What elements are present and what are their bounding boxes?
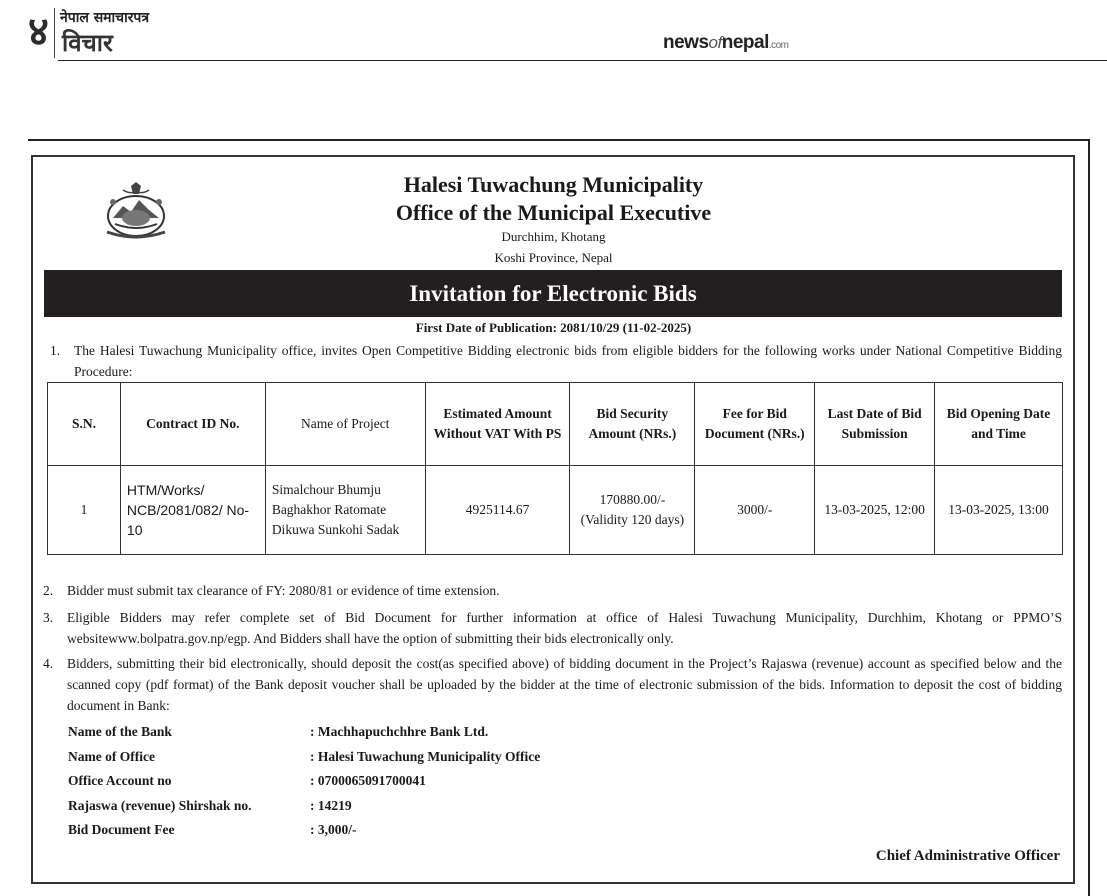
address-line-1: Durchhim, Khotang xyxy=(501,229,606,244)
bank-detail-value: : 0700065091700041 xyxy=(310,773,426,788)
bank-detail-label: Bid Document Fee xyxy=(68,822,175,837)
paper-name: नेपाल समाचारपत्र xyxy=(60,10,150,26)
site-logo xyxy=(663,32,789,54)
bank-detail-label: Rajaswa (revenue) Shirshak no. xyxy=(68,797,252,813)
paragraph-number: 4. xyxy=(43,656,54,671)
header-opening-date: Bid Opening Date and Time xyxy=(935,383,1063,466)
newspaper-masthead xyxy=(0,0,1107,70)
masthead-divider xyxy=(54,8,55,58)
address-line-2: Koshi Province, Nepal xyxy=(494,250,613,265)
header-project: Name of Project xyxy=(265,383,425,466)
paragraph-4 xyxy=(43,653,1062,716)
masthead-rule xyxy=(58,60,1107,61)
site-logo-com: .com xyxy=(768,40,789,51)
paragraph-number: 3. xyxy=(43,610,54,625)
paragraph-text: Bidder must submit tax clearance of FY: 2080/81 or evidence of time extension. xyxy=(67,583,500,598)
header-document-fee: Fee for Bid Document (NRs.) xyxy=(695,383,815,466)
table-row xyxy=(48,466,1063,555)
paragraph-text: Bidders, submitting their bid electronically, should deposit the cost(as specified above) of bidding document in the Project’s Rajaswa (revenue) account as specified below and the scanned copy (pdf format) of the Bank deposit voucher shall be uploaded by the bidder at the time of electronic submission of the bids. Information to deposit the cost of bidding document in Bank: xyxy=(67,656,1062,713)
paragraph-text: The Halesi Tuwachung Municipality office, invites Open Competitive Bidding electronic bids from eligible bidders for the following works under National Competitive Bidding Procedure: xyxy=(74,343,1062,379)
publication-date: First Date of Publication: 2081/10/29 (11-02-2025) xyxy=(415,320,692,335)
bank-detail-value: : Machhapuchchhre Bank Ltd. xyxy=(310,724,489,739)
site-logo-of: of xyxy=(708,33,722,52)
paragraph-number: 1. xyxy=(50,343,61,358)
bids-table xyxy=(47,382,1063,555)
cell-contract-id: HTM/Works/ NCB/2081/082/ No-10 xyxy=(120,466,265,555)
header-contract-id: Contract ID No. xyxy=(120,383,265,466)
paragraph-2 xyxy=(43,580,1062,601)
paragraph-text: Eligible Bidders may refer complete set of Bid Document for further information at office of Halesi Tuwachung Municipality, Durchhim, Khotang or PPMO’S websitewww.bolpatra.gov.np/egp. And Bidders shall have the option of submitting their bids electronically only. xyxy=(67,610,1062,646)
cell-last-date: 13-03-2025, 12:00 xyxy=(815,466,935,555)
paragraph-1 xyxy=(50,340,1062,382)
cell-document-fee: 3000/- xyxy=(695,466,815,555)
notice-title-banner: Invitation for Electronic Bids xyxy=(44,270,1062,317)
site-logo-news: news xyxy=(663,32,709,53)
bank-detail-label: Name of Office xyxy=(68,748,155,764)
signatory-title: Chief Administrative Officer xyxy=(875,848,1060,864)
bank-detail-label: Office Account no xyxy=(68,773,172,788)
cell-sn: 1 xyxy=(48,466,121,555)
paragraph-3 xyxy=(43,607,1062,649)
section-name: विचार xyxy=(62,29,113,57)
bank-detail-value: : 14219 xyxy=(310,797,352,813)
cell-bid-security: 170880.00/- (Validity 120 days) xyxy=(570,466,695,555)
table-header-row xyxy=(48,383,1063,466)
header-bid-security: Bid Security Amount (NRs.) xyxy=(570,383,695,466)
office-name: Office of the Municipal Executive xyxy=(395,200,712,225)
paragraph-number: 2. xyxy=(43,583,54,598)
header-estimated-amount: Estimated Amount Without VAT With PS xyxy=(425,383,570,466)
cell-estimated-amount: 4925114.67 xyxy=(425,466,570,555)
bank-detail-label: Name of the Bank xyxy=(68,724,172,739)
bank-detail-value: : 3,000/- xyxy=(310,822,357,837)
page-number: ४ xyxy=(28,10,49,54)
cell-opening-date: 13-03-2025, 13:00 xyxy=(935,466,1063,555)
cell-project: Simalchour Bhumju Baghakhor Ratomate Dikuwa Sunkohi Sadak xyxy=(265,466,425,555)
ad-top-rule xyxy=(28,139,1090,141)
header-last-date: Last Date of Bid Submission xyxy=(815,383,935,466)
bank-detail-value: : Halesi Tuwachung Municipality Office xyxy=(310,748,541,764)
org-name: Halesi Tuwachung Municipality xyxy=(403,172,704,197)
header-sn: S.N. xyxy=(48,383,121,466)
site-logo-nepal: nepal xyxy=(721,32,769,53)
